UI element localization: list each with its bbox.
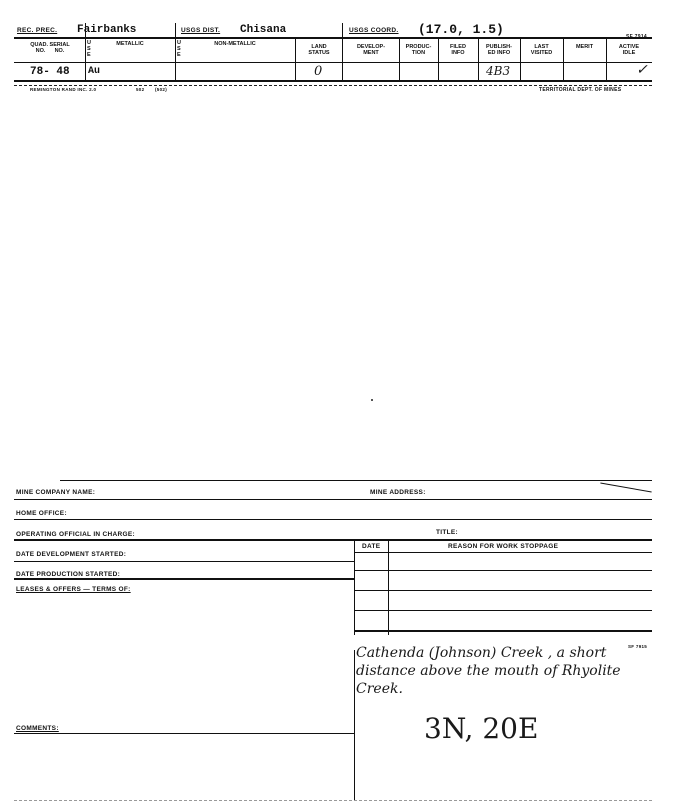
lower-top-rule [60,480,652,481]
usgs-coord-label: USGS COORD. [349,27,399,34]
divider [295,37,296,80]
rule [14,519,652,520]
record-published-info: 4B3 [486,64,511,78]
date-production-label: DATE PRODUCTION STARTED: [16,571,121,578]
record-active-idle-check: ✓ [636,62,648,78]
mine-company-name-label: MINE COMPANY NAME: [16,489,96,496]
col-metallic-code: U S E [87,40,91,58]
row-rule-bottom [14,80,652,82]
record-quad-serial: 78- 48 [30,66,70,78]
col-published-info: PUBLISH- ED INFO [486,44,512,56]
bottom-speckle-rule [14,800,652,801]
col-merit: MERIT [575,44,594,50]
mine-address-label: MINE ADDRESS: [370,489,426,496]
note-location: 3N, 20E [424,712,539,745]
divider [175,23,176,80]
rec-prec-label: REC. PREC. [17,27,58,34]
printer-code-2: (502) [155,87,168,92]
rule [354,630,652,632]
col-production: PRODUC- TION [405,44,432,56]
note-line-2: distance above the mouth of Rhyolite [356,663,621,679]
rule [354,590,652,591]
date-development-label: DATE DEVELOPMENT STARTED: [16,551,127,558]
stray-mark [371,399,373,401]
col-nonmetallic-code: U S E [177,40,181,58]
rule [14,499,652,500]
note-line-3: Creek. [356,681,403,697]
rule [14,561,354,562]
usgs-dist-label: USGS DIST. [181,27,221,34]
note-line-1: Cathenda (Johnson) Creek , a short [356,645,607,661]
divider [85,23,86,80]
title-label: TITLE: [436,529,459,536]
dashed-rule [14,85,652,86]
divider [388,539,389,635]
header-rule [14,37,652,39]
form-number-lower: SF 7915 [628,644,648,649]
comments-label: COMMENTS: [16,725,59,732]
rec-prec-value: Fairbanks [77,24,137,36]
department-label: TERRITORIAL DEPT. OF MINES [539,87,622,93]
printer-code: 502 [136,87,145,92]
col-quad-serial: QUAD. SERIAL NO. NO. [30,42,70,54]
rule [14,578,354,580]
col-development: DEVELOP- MENT [356,44,386,56]
slanted-mark [600,482,651,492]
rule [14,733,354,734]
rule [14,539,652,541]
col-metallic: METALLIC [116,41,144,47]
reason-col-header: REASON FOR WORK STOPPAGE [448,543,559,550]
col-land-status: LAND STATUS [308,44,330,56]
rule [354,552,652,553]
divider [342,23,343,80]
divider [354,650,355,800]
col-filed-info: FILED INFO [450,44,466,56]
col-last-visited: LAST VISITED [530,44,553,56]
home-office-label: HOME OFFICE: [16,510,67,517]
row-rule-top [14,62,652,63]
rule [354,610,652,611]
usgs-coord-value: (17.0, 1.5) [418,22,504,37]
leases-offers-label: LEASES & OFFERS — TERMS OF: [16,586,131,593]
rule [354,570,652,571]
record-land-status: 0 [314,64,323,79]
printer-label: REMINGTON RAND INC. 2.0 [30,87,97,92]
record-metallic: Au [88,66,101,77]
divider [354,539,355,635]
col-nonmetallic: NON-METALLIC [214,41,256,47]
form-number-top: SF 7914 [626,34,648,40]
operating-official-label: OPERATING OFFICIAL IN CHARGE: [16,531,135,538]
date-col-header: DATE [362,543,381,550]
col-active-idle: ACTIVE IDLE [618,44,640,56]
usgs-dist-value: Chisana [240,24,287,36]
